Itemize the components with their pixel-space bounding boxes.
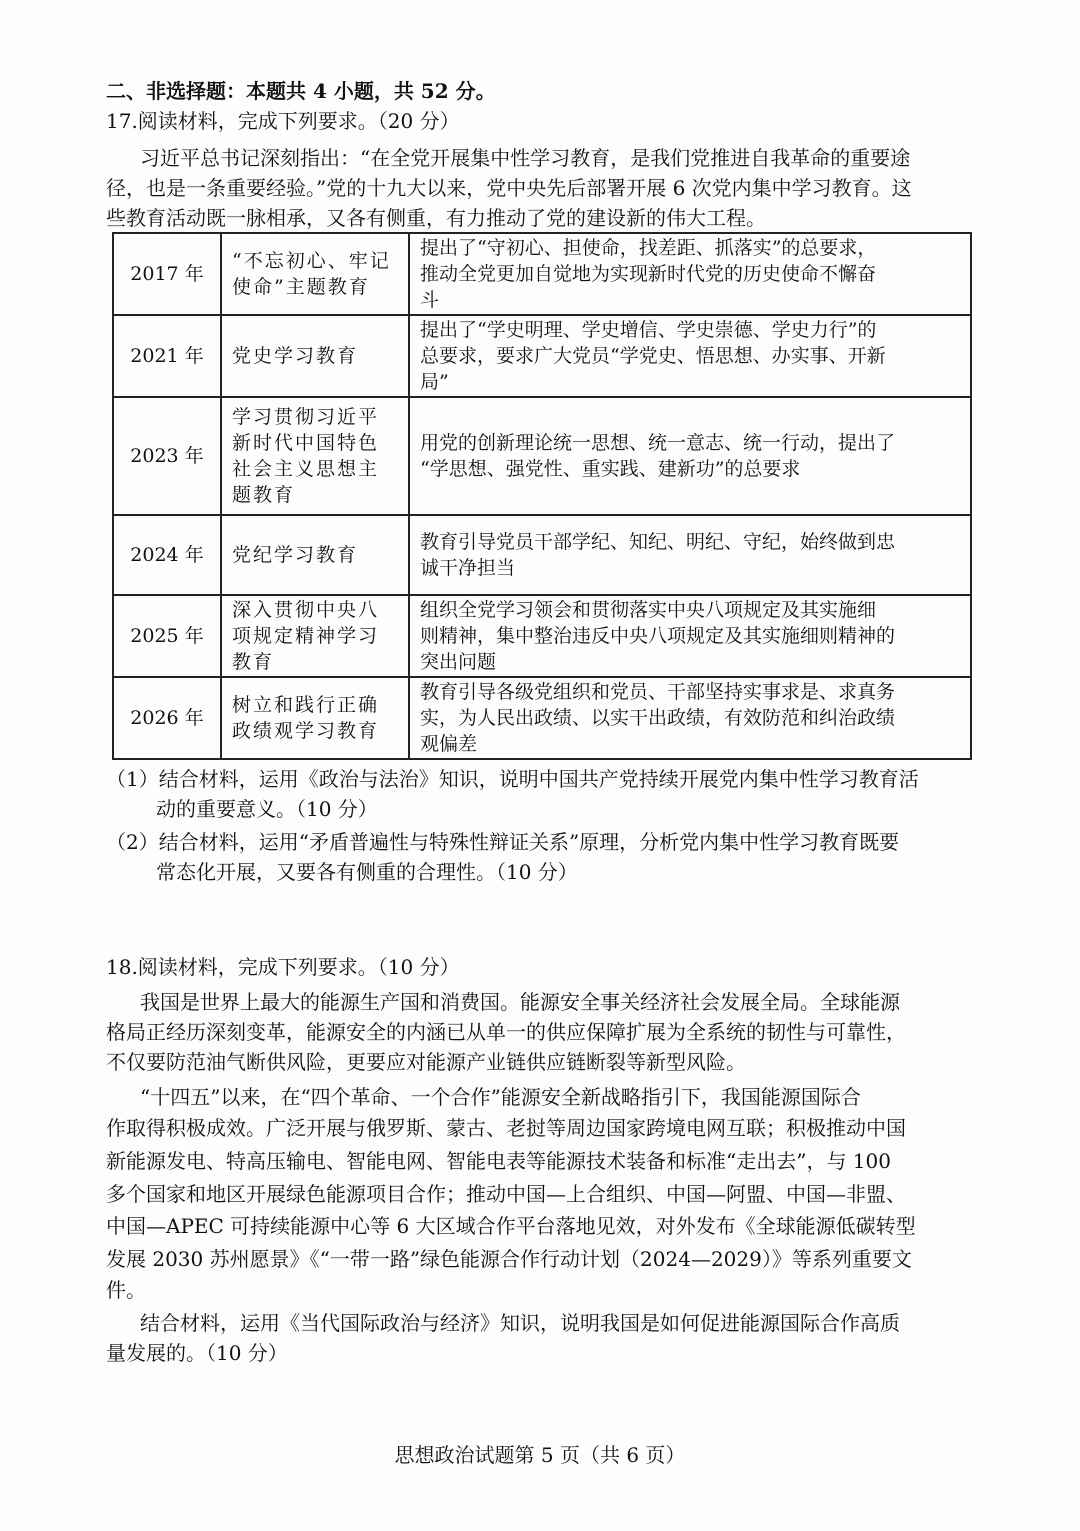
q17-sub2-line: （2）结合材料，运用“矛盾普遍性与特殊性辩证关系”原理，分析党内集中性学习教育既要: [106, 830, 900, 854]
requirement-line: 斗: [420, 289, 440, 311]
page-footer: 思想政治试题第 5 页（共 6 页）: [394, 1443, 686, 1467]
table-row: [113, 515, 971, 595]
q17-intro-line: 习近平总书记深刻指出：“在全党开展集中性学习教育，是我们党推进自我革命的重要途: [140, 146, 911, 170]
q17-sub1-line: （1）结合材料，运用《政治与法治》知识，说明中国共产党持续开展党内集中性学习教育活: [106, 767, 919, 791]
name-cell: 党史学习教育: [221, 315, 409, 397]
requirement-cell: [409, 315, 971, 397]
requirement-line: 局”: [420, 371, 449, 393]
requirement-line: 推动全党更加自觉地为实现新时代党的历史使命不懈奋: [420, 263, 877, 285]
year-cell: 2024 年: [113, 515, 221, 595]
requirement-line: 总要求，要求广大党员“学党史、悟思想、办实事、开新: [420, 345, 886, 367]
q18-para-line: 我国是世界上最大的能源生产国和消费国。能源安全事关经济社会发展全局。全球能源: [140, 990, 900, 1014]
requirement-line: 教育引导党员干部学纪、知纪、明纪、守纪，始终做到忠: [420, 531, 896, 553]
q17-intro-line: 径，也是一条重要经验。”党的十九大以来，党中央先后部署开展 6 次党内集中学习教育。这: [106, 176, 912, 200]
table-row: [113, 595, 971, 677]
q18-para-line: 多个国家和地区开展绿色能源项目合作；推动中国—上合组织、中国—阿盟、中国—非盟、: [106, 1182, 906, 1206]
requirement-cell: [409, 677, 971, 759]
requirement-cell: [409, 397, 971, 515]
q17-sub1-line: 动的重要意义。（10 分）: [156, 797, 378, 821]
education-table: [112, 232, 972, 760]
q18-para-line: 中国—APEC 可持续能源中心等 6 大区域合作平台落地见效，对外发布《全球能源低碳转型: [106, 1214, 916, 1238]
requirement-line: 实，为人民出政绩、以实干出政绩，有效防范和纠治政绩: [420, 707, 896, 729]
name-cell: 树立和践行正确政绩观学习教育: [221, 677, 409, 759]
q18-para-line: 不仅要防范油气断供风险，更要应对能源产业链供应链断裂等新型风险。: [106, 1050, 746, 1074]
year-cell: 2025 年: [113, 595, 221, 677]
q18-task-line: 量发展的。（10 分）: [106, 1341, 288, 1365]
requirement-line: 则精神，集中整治违反中央八项规定及其实施细则精神的: [420, 625, 896, 647]
q17-sub2-line: 常态化开展，又要各有侧重的合理性。（10 分）: [156, 860, 578, 884]
requirement-cell: [409, 515, 971, 595]
requirement-line: 组织全党学习领会和贯彻落实中央八项规定及其实施细: [420, 599, 877, 621]
section-title: 二、非选择题：本题共 4 小题，共 52 分。: [106, 79, 496, 103]
table-row: [113, 677, 971, 759]
q18-para-line: 发展 2030 苏州愿景》《“一带一路”绿色能源合作行动计划（2024—2029）》等系列重要文: [106, 1247, 912, 1271]
q17-header: 17.阅读材料，完成下列要求。（20 分）: [106, 109, 460, 133]
requirement-line: 诚干净担当: [420, 557, 516, 579]
requirement-line: 突出问题: [420, 651, 497, 673]
q18-para-line: 新能源发电、特高压输电、智能电网、智能电表等能源技术装备和标准“走出去”，与 100: [106, 1149, 891, 1173]
requirement-cell: [409, 595, 971, 677]
year-cell: 2017 年: [113, 233, 221, 315]
year-cell: 2026 年: [113, 677, 221, 759]
q17-intro-line: 些教育活动既一脉相承，又各有侧重，有力推动了党的建设新的伟大工程。: [106, 206, 766, 230]
requirement-line: “学思想、强党性、重实践、建新功”的总要求: [420, 458, 801, 480]
q18-para-line: “十四五”以来，在“四个革命、一个合作”能源安全新战略指引下，我国能源国际合: [140, 1085, 861, 1109]
requirement-line: 教育引导各级党组织和党员、干部坚持实事求是、求真务: [420, 681, 896, 703]
requirement-line: 提出了“学史明理、学史增信、学史崇德、学史力行”的: [420, 319, 877, 341]
table-row: [113, 233, 971, 315]
q18-para-line: 格局正经历深刻变革，能源安全的内涵已从单一的供应保障扩展为全系统的韧性与可靠性，: [106, 1020, 906, 1044]
requirement-line: 提出了“守初心、担使命，找差距、抓落实”的总要求，: [420, 237, 877, 259]
year-cell: 2023 年: [113, 397, 221, 515]
name-cell: 党纪学习教育: [221, 515, 409, 595]
name-cell: 深入贯彻中央八项规定精神学习教育: [221, 595, 409, 677]
year-cell: 2021 年: [113, 315, 221, 397]
table-row: [113, 315, 971, 397]
q18-para-line: 作取得积极成效。广泛开展与俄罗斯、蒙古、老挝等周边国家跨境电网互联；积极推动中国: [106, 1116, 906, 1140]
table-row: [113, 397, 971, 515]
name-cell: “不忘初心、牢记使命”主题教育: [221, 233, 409, 315]
name-cell: 学习贯彻习近平新时代中国特色社会主义思想主题教育: [221, 397, 409, 515]
requirement-line: 用党的创新理论统一思想、统一意志、统一行动，提出了: [420, 432, 896, 454]
q18-para-line: 件。: [106, 1278, 146, 1302]
requirement-line: 观偏差: [420, 733, 478, 755]
q18-task-line: 结合材料，运用《当代国际政治与经济》知识，说明我国是如何促进能源国际合作高质: [140, 1311, 900, 1335]
requirement-cell: [409, 233, 971, 315]
q18-header: 18.阅读材料，完成下列要求。（10 分）: [106, 955, 460, 979]
